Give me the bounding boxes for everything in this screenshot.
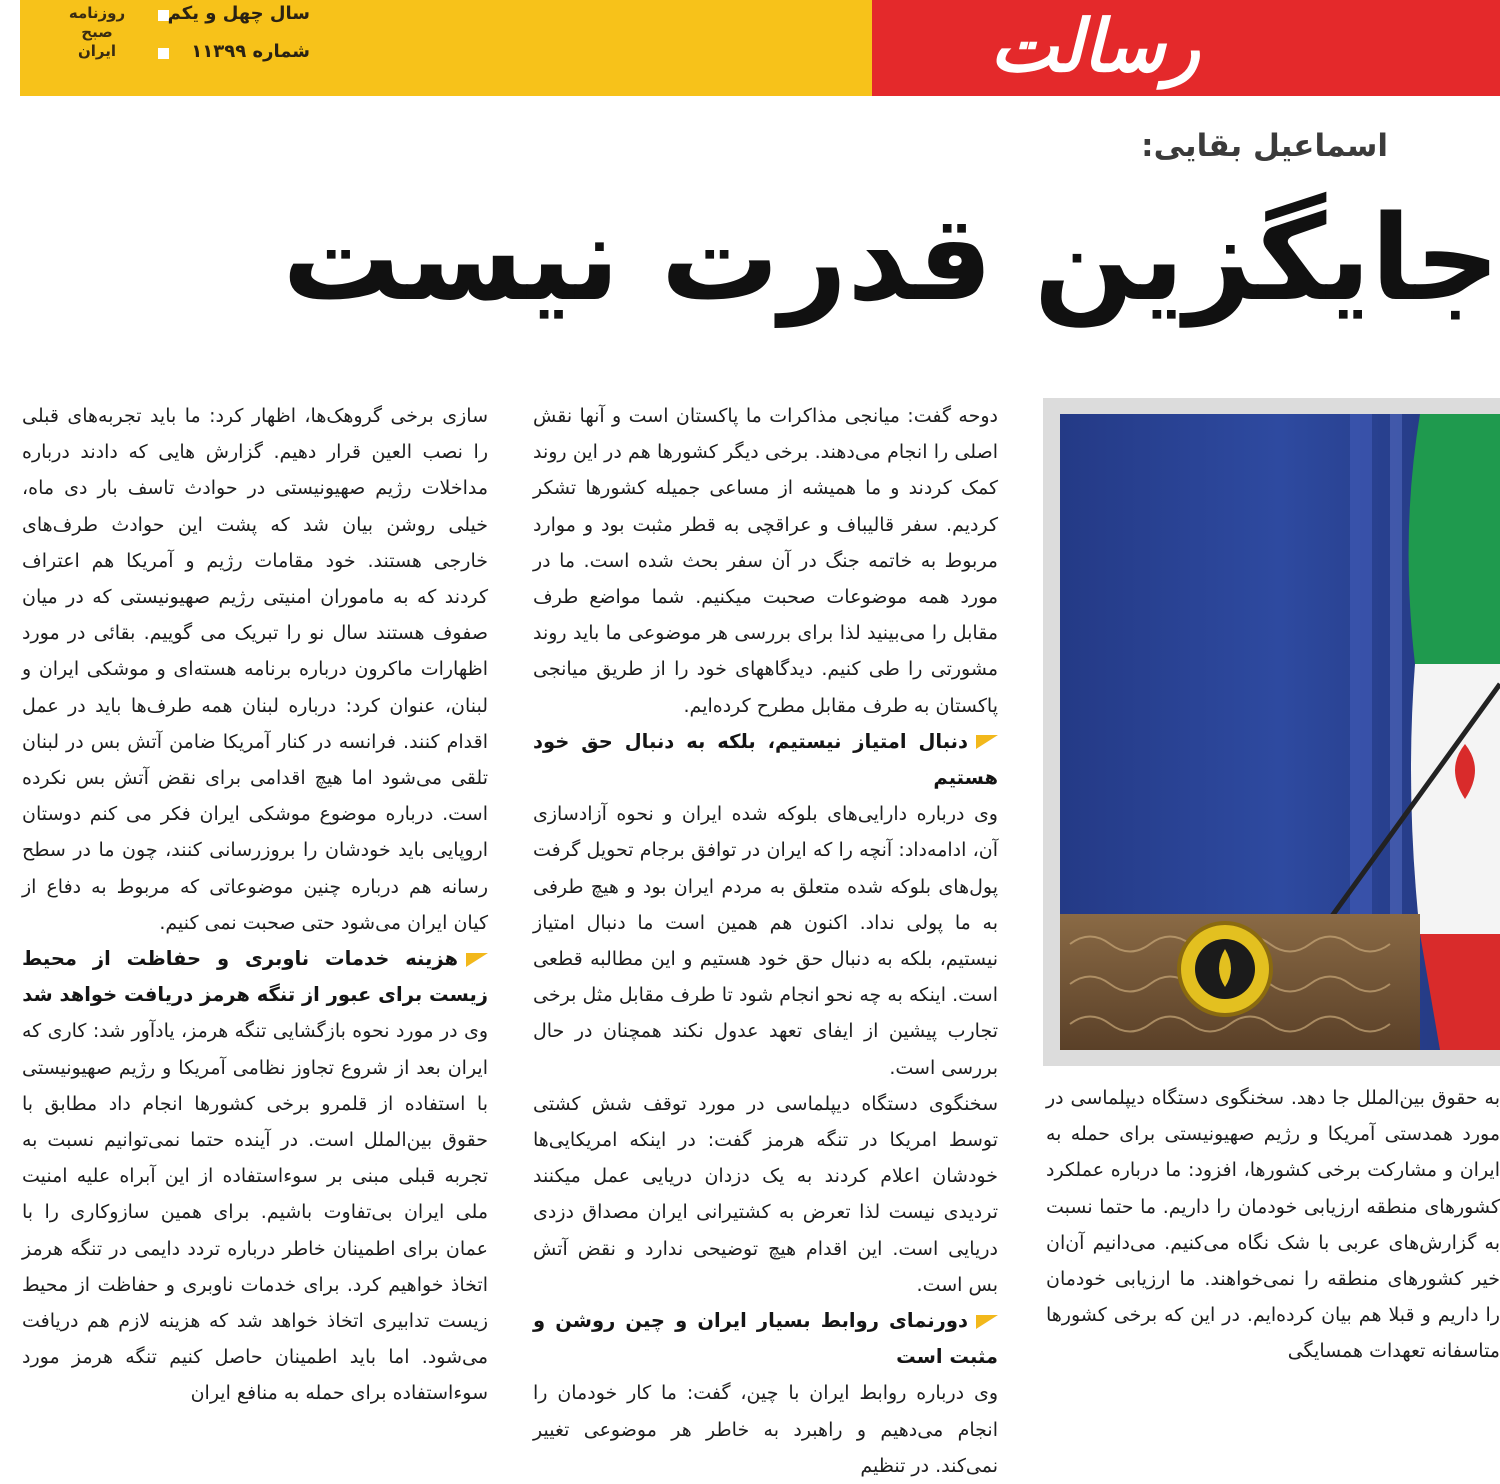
paragraph: سخنگوی دستگاه دیپلماسی در مورد توقف شش کشتی توسط امریکا در تنگه هرمز گفت: در اینکه امریکایی‌ها خودشان اعلام کردند به یک دزدان دریایی عمل میکنند تردیدی نیست لذا تعرض به کشتیرانی ایران مصداق دزدی دریایی است. این اقدام هیچ توضیحی ندارد و نقض آتش بس است. bbox=[533, 1092, 998, 1296]
subheading bbox=[533, 1303, 998, 1375]
triangle-marker-icon bbox=[466, 953, 488, 967]
headline: جایگزین قدرت نیست bbox=[282, 189, 1500, 327]
subheading bbox=[533, 724, 998, 796]
paragraph: وی درباره دارایی‌های بلوکه شده ایران و نحوه آزادسازی آن، ادامه‌داد: آنچه را که ایران در توافق برجام تحویل گرفت پول‌های بلوکه شده متعلق به مردم ایران بود و هیچ طرفی به ما پولی نداد. اکنون هم همین است ما دنبال امتیاز نیستیم، بلکه به دنبال حق خود هستیم و این مطالبه قطعی است. اینکه به چه نحو انجام شود تا طرف مقابل مثل برخی تجارب پیشین از ایفای تعهد عدول نکند همچنان در حال بررسی است. bbox=[533, 803, 998, 1079]
subheading bbox=[22, 941, 488, 1013]
paragraph: به حقوق بین‌الملل جا دهد. سخنگوی دستگاه دیپلماسی در مورد همدستی آمریکا و رژیم صهیونیستی برای حمله به ایران و مشارکت برخی کشورها، افزود: ما درباره عملکرد کشورهای منطقه ارزیابی خودمان را داریم. ما حتما نسبت به گزارش‌های عربی با شک نگاه می‌کنیم. می‌دانیم آن‌ان خیر کشورهای منطقه را نمی‌خواهند. ما ارزیابی خودمان را داریم و قبلا هم بیان کرده‌ایم. در این که برخی کشورها متاسفانه تعهدات همسایگی bbox=[1046, 1087, 1500, 1363]
triangle-marker-icon bbox=[976, 1315, 998, 1329]
paragraph: وی در مورد نحوه بازگشایی تنگه هرمز، یادآور شد: کاری که ایران بعد از شروع تجاوز نظامی آمریکا و رژیم صهیونیستی با استفاده از قلمرو برخی کشورها انجام داد مطابق با حقوق بین‌الملل است. در آینده حتما نمی‌توانیم نسبت به تجربه قبلی مبنی بر سوءاستفاده از این آبراه علیه امنیت ملی ایران بی‌تفاوت باشیم. برای همین سازوکاری را با عمان برای اطمینان خاطر درباره تردد دایمی در تنگه هرمز اتخاذ خواهیم کرد. برای خدمات ناوبری و حفاظت از محیط زیست تدابیری اتخاذ خواهد شد که هزینه لازم هم دریافت می‌شود. اما باید اطمینان حاصل کنیم تنگه هرمز مورد سوءاستفاده برای حمله به منافع ایران bbox=[22, 1020, 488, 1405]
paragraph: وی درباره روابط ایران با چین، گفت: ما کار خودمان را انجام می‌دهیم و راهبرد به خاطر هر موضوعی تغییر نمی‌کند. در تنظیم bbox=[533, 1382, 998, 1477]
paragraph: سازی برخی گروهک‌ها، اظهار کرد: ما باید تجربه‌های قبلی را نصب العین قرار دهیم. گزارش هایی که دادند درباره مداخلات رژیم صهیونیستی در حوادث تاسف بار دی ماه، خیلی روشن بیان شد که پشت این حوادث طرف‌های خارجی هستند. خود مقامات رژیم و آمریکا هم اعتراف کردند که به ماموران امنیتی رژیم صهیونیستی که در میان صفوف هستند سال نو را تبریک می گوییم. بقائی در مورد اظهارات ماکرون درباره برنامه هسته‌ای و موشکی ایران و لبنان، عنوان کرد: درباره لبنان همه طرف‌ها باید در عمل اقدام کنند. فرانسه در کنار آمریکا ضامن آتش بس در لبنان تلقی می‌شود اما هیچ اقدامی برای نقض آتش بس نکرده است. درباره موضوع موشکی ایران فکر می کنم دوستان اروپایی باید خودشان را بروزرسانی کنند، چون ما در سطح رسانه هم درباره چنین موضوعاتی که مربوط به دفاع از کیان ایران می‌شود حتی صحبت نمی کنیم. bbox=[22, 405, 488, 934]
triangle-marker-icon bbox=[976, 735, 998, 749]
publication-tagline: روزنامه صبح ایران bbox=[68, 4, 126, 60]
year-line: سال چهل و یکم bbox=[167, 3, 310, 24]
subheading-text: دنبال امتیاز نیستیم، بلکه به دنبال حق خود هستیم bbox=[533, 729, 998, 790]
article-column-right bbox=[1046, 1080, 1500, 1370]
paragraph: دوحه گفت: میانجی مذاکرات ما پاکستان است و آنها نقش اصلی را انجام می‌دهند. برخی دیگر کشورها هم در این روند کمک کردند و ما همیشه از مساعی جمیله کشورها تشکر کردیم. سفر قالیباف و عراقچی به قطر مثبت بود و موارد مربوط به خاتمه جنگ در آن سفر بحث شده است. ما در مورد همه موضوعات صحبت میکنیم. شما مواضع طرف مقابل را می‌بینید لذا برای بررسی هر موضوعی ما باید روند مشورتی را طی کنیم. دیدگاههای خود را از طریق میانجی پاکستان به طرف مقابل مطرح کرده‌ایم. bbox=[533, 405, 998, 717]
article-column-middle bbox=[533, 398, 998, 1484]
press-conference-illustration bbox=[1060, 414, 1500, 1050]
subheading-text: دورنمای روابط بسیار ایران و چین روشن و مثبت است bbox=[533, 1309, 998, 1369]
article-column-left bbox=[22, 398, 488, 1412]
subheading-text: هزینه خدمات ناوبری و حفاظت از محیط زیست برای عبور از تنگه هرمز دریافت خواهد شد bbox=[22, 947, 488, 1007]
headline-kicker: اسماعیل بقایی: bbox=[1141, 128, 1388, 164]
issue-number: شماره ۱۱۳۹۹ bbox=[191, 41, 310, 62]
newspaper-logo: رسالت bbox=[990, 3, 1200, 88]
article-photo bbox=[1060, 414, 1500, 1050]
